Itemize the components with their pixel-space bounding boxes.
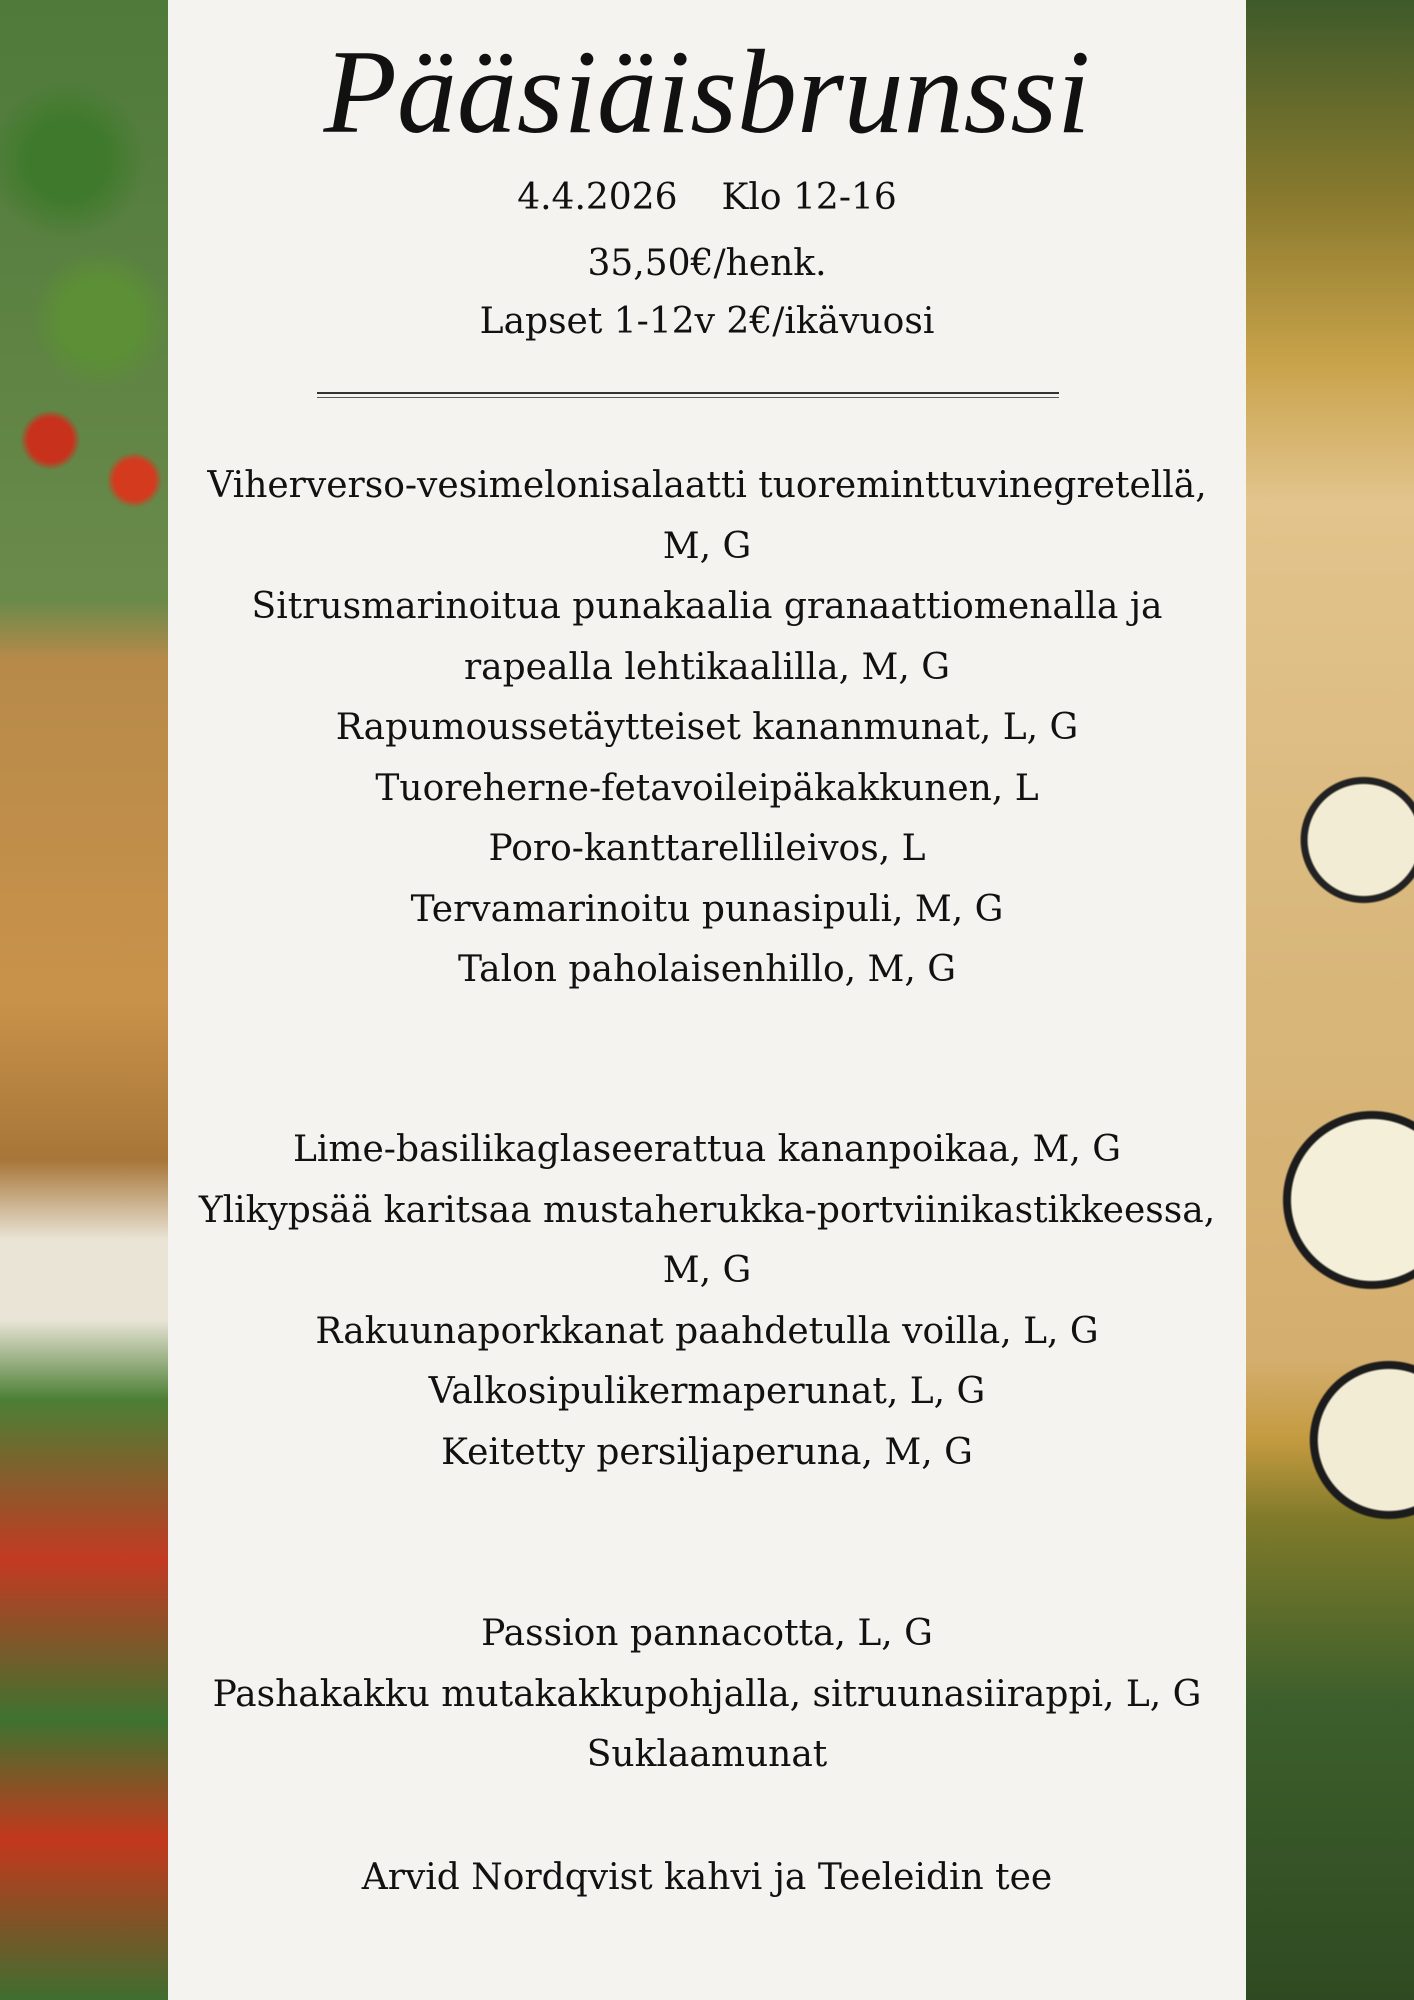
menu-item: Tervamarinoitu punasipuli, M, G	[410, 888, 1004, 930]
menu-item: Passion pannacotta, L, G	[481, 1613, 933, 1654]
date-time-line	[168, 176, 1246, 220]
divider	[317, 392, 1059, 406]
menu-item: Rakuunaporkkanat paahdetulla voilla, L, G	[315, 1310, 1099, 1352]
children-price: Lapset 1-12v 2€/ikävuosi	[479, 301, 935, 342]
menu-item: Poro-kanttarellileivos, L	[488, 828, 926, 869]
menu-item: rapealla lehtikaalilla, M, G	[463, 646, 951, 688]
menu-item: Rapumoussetäytteiset kananmunat, L, G	[335, 707, 1079, 748]
menu-item: Lime-basilikaglaseerattua kananpoikaa, M, G	[292, 1129, 1122, 1170]
mains-section	[168, 1120, 1246, 1483]
menu-item: M, G	[662, 1250, 752, 1291]
menu-item: Pashakakku mutakakkupohjalla, sitruunasiirappi, L, G	[212, 1673, 1202, 1715]
event-date: 4.4.2026	[517, 177, 678, 218]
menu-item: M, G	[662, 525, 752, 567]
desserts-section	[168, 1604, 1246, 1786]
price: 35,50€/henk.	[587, 243, 827, 284]
left-food-photo	[0, 0, 168, 2000]
menu-item: Tuoreherne-fetavoileipäkakkunen, L	[375, 767, 1039, 809]
menu-item: Talon paholaisenhillo, M, G	[457, 949, 957, 990]
menu-item: Sitrusmarinoitua punakaalia granaattiomenalla ja	[251, 586, 1163, 627]
menu-item: Ylikypsää karitsaa mustaherukka-portviinikastikkeessa,	[198, 1189, 1216, 1231]
menu-item: Keitetty persiljaperuna, M, G	[441, 1431, 973, 1473]
menu-title: Pääsiäisbrunssi	[323, 25, 1091, 158]
starters-section	[168, 456, 1246, 1001]
menu-item: Suklaamunat	[586, 1734, 828, 1775]
event-time: Klo 12-16	[721, 177, 897, 218]
right-food-photo	[1246, 0, 1414, 2000]
menu-item: Valkosipulikermaperunat, L, G	[428, 1371, 986, 1412]
menu-item: Viherverso-vesimelonisalaatti tuoreminttuvinegretellä,	[207, 465, 1207, 506]
drinks: Arvid Nordqvist kahvi ja Teeleidin tee	[361, 1857, 1053, 1898]
